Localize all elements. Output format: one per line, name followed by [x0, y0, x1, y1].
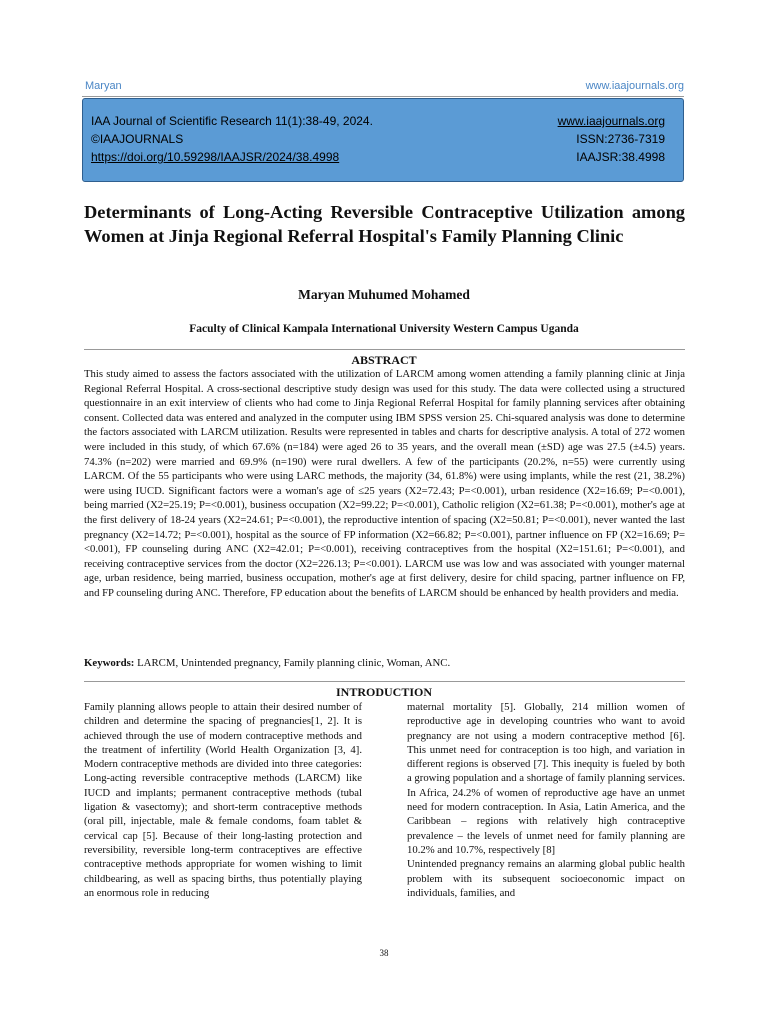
- journal-citation: IAA Journal of Scientific Research 11(1):38-49, 2024.: [91, 114, 373, 128]
- running-site-link[interactable]: www.iaajournals.org: [585, 80, 684, 92]
- page-number: 38: [379, 948, 389, 958]
- journal-banner: [82, 98, 684, 182]
- journal-copyright: ©IAAJOURNALS: [91, 132, 184, 146]
- article-affiliation: Faculty of Clinical Kampala International University Western Campus Uganda: [189, 323, 579, 335]
- abstract-heading: ABSTRACT: [351, 353, 417, 367]
- keywords-label: Keywords:: [84, 657, 135, 669]
- journal-site-link[interactable]: www.iaajournals.org: [557, 114, 665, 128]
- running-author: Maryan: [85, 80, 122, 92]
- article-title: Determinants of Long-Acting Reversible Contraceptive Utilization among Women at Jinja Regional Referral Hospital's Family Planning Clinic: [84, 202, 685, 246]
- abstract-top-rule: [84, 349, 685, 350]
- article-author: Maryan Muhumed Mohamed: [298, 287, 470, 302]
- header-divider: [82, 96, 684, 97]
- keywords: [84, 657, 685, 669]
- keywords-list: LARCM, Unintended pregnancy, Family planning clinic, Woman, ANC.: [134, 657, 451, 669]
- intro-left-column: [84, 700, 362, 900]
- abstract-text: This study aimed to assess the factors associated with the utilization of LARCM among women attending a family planning clinic at Jinja Regional Referral Hospital. A cross-sectional descriptive study design was used for this study. The data were collected using a structured questionnaire in an exit interview of clients who had come to Jinja Regional Referral Hospital for family planning services after obtaining consent. Collected data was entered and analyzed in the computer using IBM SPSS version 25. Chi-squared analysis was done to determine the factors associated with LARCM utilization. Results were represented in tables and charts for descriptive analysis. A total of 272 women were included in this study, of which 67.6% (n=184) were aged 26 to 35 years, and the overall mean (±SD) age was 27.5 (±4.5) years. 74.3% (n=202) were married and 69.9% (n=190) were rural dwellers. A few of the participants (20.2%, n=55) were currently using LARCM. Of the 55 participants who were using LARC methods, the majority (34, 61.8%) were using implants, while the rest (21, 38.2%) were using IUCD. Significant factors were a woman's age of ≤25 years (X2=72.43; P=<0.001), urban residence (X2=16.69; P=<0.001), being married (X2=25.19; P=<0.001), business occupation (X2=99.22; P=<0.001), Catholic religion (X2=61.38; P=<0.001), mother's age at the first delivery of 18-24 years (X2=24.61; P=<0.001), the reproductive intention of spacing (X2=50.81; P=<0.001), never wanted the last pregnancy (X2=14.72; P=<0.001), hospital as the source of FP information (X2=66.82; P=<0.001), partner influence on FP (X2=16.69; P=<0.001), FP counseling during ANC (X2=42.01; P=<0.001), receiving contraceptives from the hospital (X2=151.61; P=<0.001), and receiving contraceptive services from the doctor (X2=226.13; P=<0.001). LARCM use was low and was associated with younger maternal age, urban residence, being married, business occupation, mother's age at first delivery, desire for child spacing, partner influence on FP, and FP counseling during ANC. Therefore, FP education about the benefits of LARCM should be enhanced by health providers and media.: [84, 368, 685, 599]
- journal-code: IAAJSR:38.4998: [576, 150, 665, 164]
- doi-link[interactable]: https://doi.org/10.59298/IAAJSR/2024/38.4998: [91, 150, 340, 164]
- intro-paragraph: Family planning allows people to attain their desired number of children and determine the spacing of pregnancies[1, 2]. It is achieved through the use of modern contraceptive methods and the treatment of infertility (World Health Organization [3, 4]. Modern contraceptive methods are divided into three categories: Long-acting reversible contraceptive methods (LARCM) like IUCD and implants; permanent contraceptive methods (tubal ligation & vasectomy); and short-term contraceptive methods (oral pill, injectable, male & female condoms, foam tablet & cervical cap [5]. Because of their long-lasting protection and reversibility, reversible long-term contraceptives are effective contraceptive methods appropriate for women wishing to limit childbearing, as well as spacing births, thus potentially playing an enormous role in reducing: [84, 701, 362, 899]
- intro-top-rule: [84, 681, 685, 682]
- intro-paragraph: maternal mortality [5]. Globally, 214 million women of reproductive age in developing countries who want to avoid pregnancy are not using a modern contraceptive method [6]. This unmet need for contraception is too high, and variation in different regions is observed [7]. This inequity is fueled by both a growing population and a shortage of family planning services. In Africa, 24.2% of women of reproductive age have an unmet need for modern contraception. In Asia, Latin America, and the Caribbean – regions with relatively high contraceptive prevalence – the levels of unmet need for family planning are 10.2% and 10.7%, respectively [8]: [407, 701, 685, 856]
- journal-issn: ISSN:2736-7319: [576, 132, 665, 146]
- introduction-heading: INTRODUCTION: [335, 685, 432, 699]
- intro-paragraph: Unintended pregnancy remains an alarming global public health problem with its subsequent socioeconomic impact on individuals, families, and: [407, 858, 685, 899]
- intro-right-column: [407, 700, 685, 900]
